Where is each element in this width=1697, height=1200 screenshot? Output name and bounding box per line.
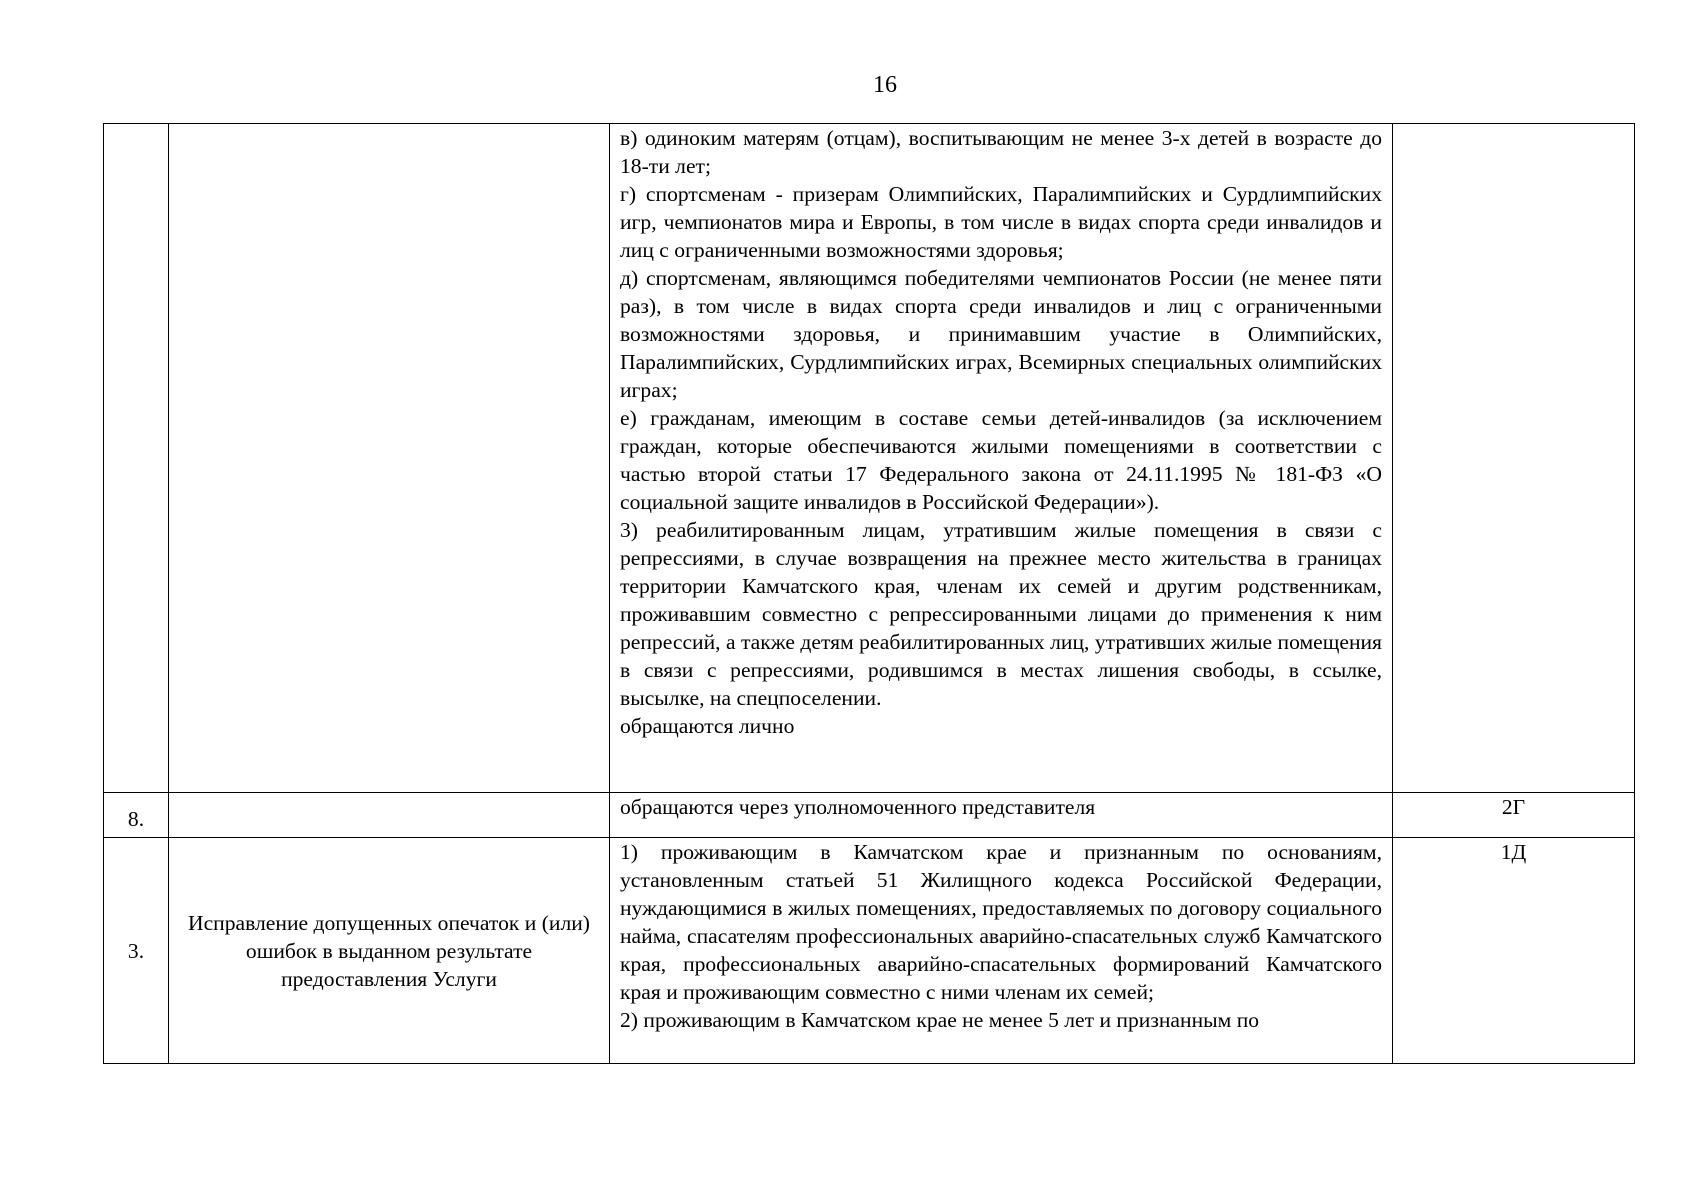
- applicant-category-cell: [610, 838, 1393, 1064]
- list-item: обращаются через уполномоченного представителя: [620, 795, 1096, 819]
- list-item: 2) проживающим в Камчатском крае не менее 5 лет и признанным по: [620, 1008, 1260, 1032]
- row-number-cell: [104, 124, 169, 793]
- list-item: д) спортсменам, являющимся победителями чемпионатов России (не менее пяти раз), в том числе в видах спорта среди инвалидов и лиц с ограниченными возможностями здоровья, и принимавшим участие в Олимпийских, Паралимпийских, Сурдлимпийских играх, Всемирных специальных олимпийских играх;: [620, 266, 1382, 402]
- services-table: [103, 123, 1635, 1064]
- applicant-category-cell: [610, 124, 1393, 793]
- table-row: [104, 793, 1635, 838]
- service-name-cell: [169, 793, 610, 838]
- list-item: в) одиноким матерям (отцам), воспитывающим не менее 3-х детей в возрасте до 18-ти лет;: [620, 126, 1382, 178]
- variant-code-cell: [1393, 124, 1635, 793]
- variant-code-cell: 1Д: [1393, 838, 1635, 1064]
- page-number: 16: [873, 72, 897, 98]
- list-item: 1) проживающим в Камчатском крае и признанным по основаниям, установленным статьей 51 Жилищного кодекса Российской Федерации, нуждающимися в жилых помещениях, предоставляемых по договору социального найма, спасателям профессиональных аварийно-спасательных служб Камчатского края, профессиональных аварийно-спасательных формирований Камчатского края и проживающим совместно с ними членам их семей;: [620, 840, 1382, 1004]
- service-name-cell: Исправление допущенных опечаток и (или) ошибок в выданном результате предоставления Услуги: [169, 838, 610, 1064]
- applicant-category-cell: [610, 793, 1393, 838]
- row-number-cell: 3.: [104, 838, 169, 1064]
- variant-code-cell: 2Г: [1393, 793, 1635, 838]
- list-item: г) спортсменам - призерам Олимпийских, Паралимпийских и Сурдлимпийских игр, чемпионатов мира и Европы, в том числе в видах спорта среди инвалидов и лиц с ограниченными возможностями здоровья;: [620, 182, 1382, 262]
- list-item: обращаются лично: [620, 714, 795, 738]
- list-item: 3) реабилитированным лицам, утратившим жилые помещения в связи с репрессиями, в случае возвращения на прежнее место жительства в границах территории Камчатского края, членам их семей и другим родственникам, проживавшим совместно с репрессированными лицами до применения к ним репрессий, а также детям реабилитированных лиц, утративших жилые помещения в связи с репрессиями, родившимся в местах лишения свободы, в ссылке, высылке, на спецпоселении.: [620, 518, 1382, 710]
- row-number-cell: 8.: [104, 793, 169, 838]
- table-row: [104, 124, 1635, 793]
- list-item: е) гражданам, имеющим в составе семьи детей-инвалидов (за исключением граждан, которые обеспечиваются жилыми помещениями в соответствии с частью второй статьи 17 Федерального закона от 24.11.1995 № 181-ФЗ «О социальной защите инвалидов в Российской Федерации»).: [620, 406, 1382, 514]
- table-row: [104, 838, 1635, 1064]
- service-name-cell: [169, 124, 610, 793]
